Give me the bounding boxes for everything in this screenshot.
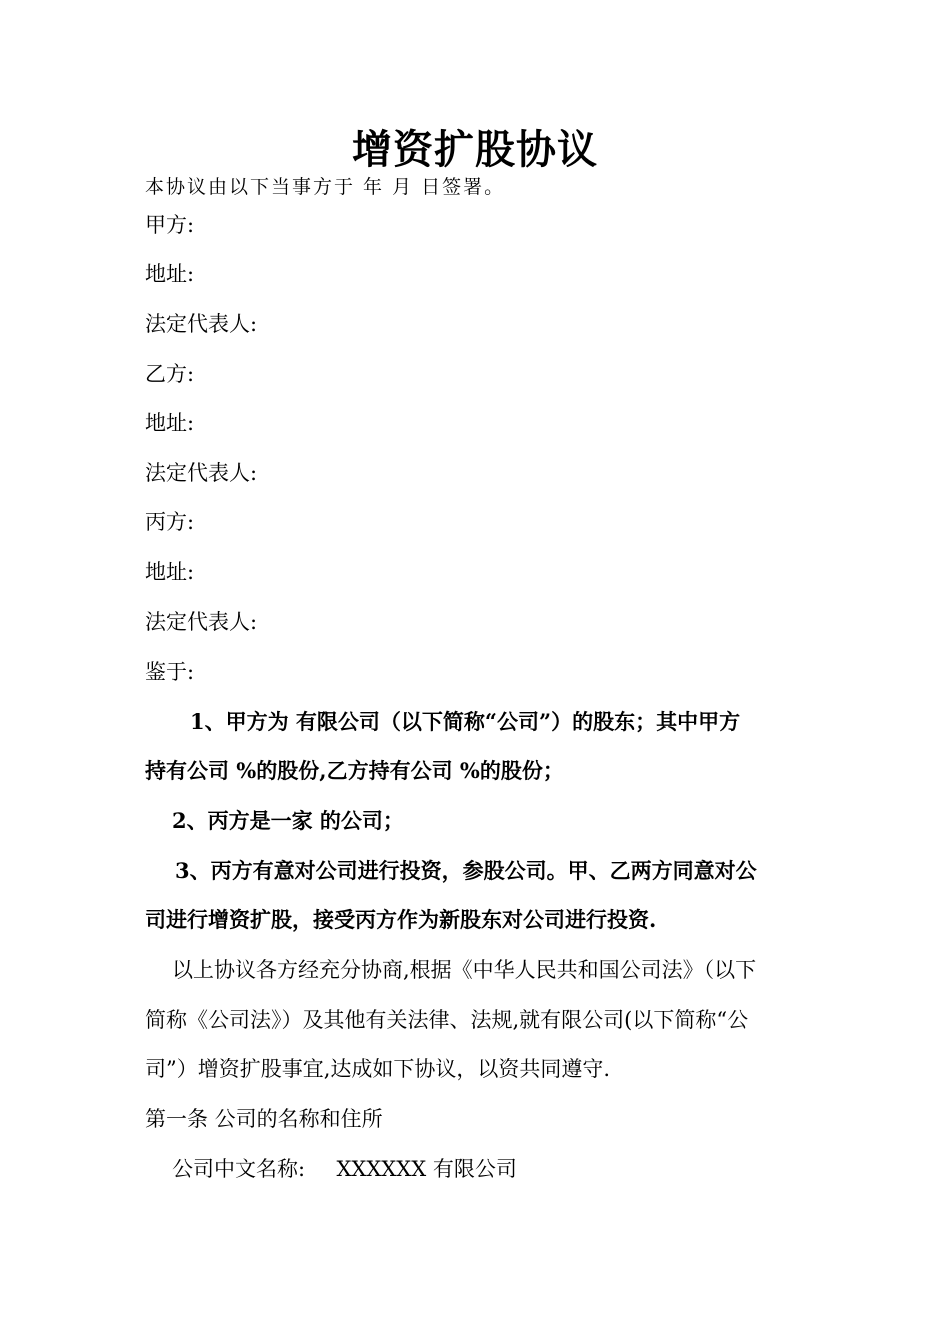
party-b-rep: 法定代表人: — [145, 461, 258, 485]
company-name-value: XXXXXX 有限公司 — [336, 1157, 517, 1181]
party-b-address: 地址: — [145, 411, 195, 435]
party-a-rep: 法定代表人: — [145, 312, 258, 336]
intro-line: 本协议由以下当事方于 年 月 日签署。 — [145, 176, 506, 198]
agreement-paragraph-line-1: 以上协议各方经充分协商,根据《中华人民共和国公司法》（以下 — [172, 958, 757, 982]
company-name-row — [172, 1154, 517, 1184]
party-c-label: 丙方: — [145, 510, 195, 534]
agreement-paragraph-line-2: 简称《公司法》）及其他有关法律、法规,就有限公司(以下简称“公 — [145, 1008, 749, 1032]
agreement-paragraph-line-3: 司”）增资扩股事宜,达成如下协议，以资共同遵守. — [145, 1057, 611, 1081]
clause-1-line-2: 持有公司 %的股份,乙方持有公司 %的股份； — [145, 758, 564, 783]
article-1-heading: 第一条 公司的名称和住所 — [145, 1107, 383, 1131]
party-a-address: 地址: — [145, 262, 195, 286]
party-c-rep: 法定代表人: — [145, 610, 258, 634]
document-title: 增资扩股协议 — [352, 127, 598, 173]
clause-1-line-1: 1、甲方为 有限公司（以下简称“公司”）的股东；其中甲方 — [190, 709, 741, 734]
company-name-label: 公司中文名称: — [172, 1157, 306, 1181]
clause-3-line-1: 3、丙方有意对公司进行投资，参股公司。甲、乙两方同意对公 — [175, 858, 757, 883]
clause-3-line-2: 司进行增资扩股，接受丙方作为新股东对公司进行投资. — [145, 907, 657, 932]
party-c-address: 地址: — [145, 560, 195, 584]
clause-2: 2、丙方是一家 的公司； — [172, 808, 404, 833]
party-b-label: 乙方: — [145, 362, 195, 386]
party-a-label: 甲方: — [145, 213, 195, 237]
whereas-heading: 鉴于: — [145, 660, 195, 684]
